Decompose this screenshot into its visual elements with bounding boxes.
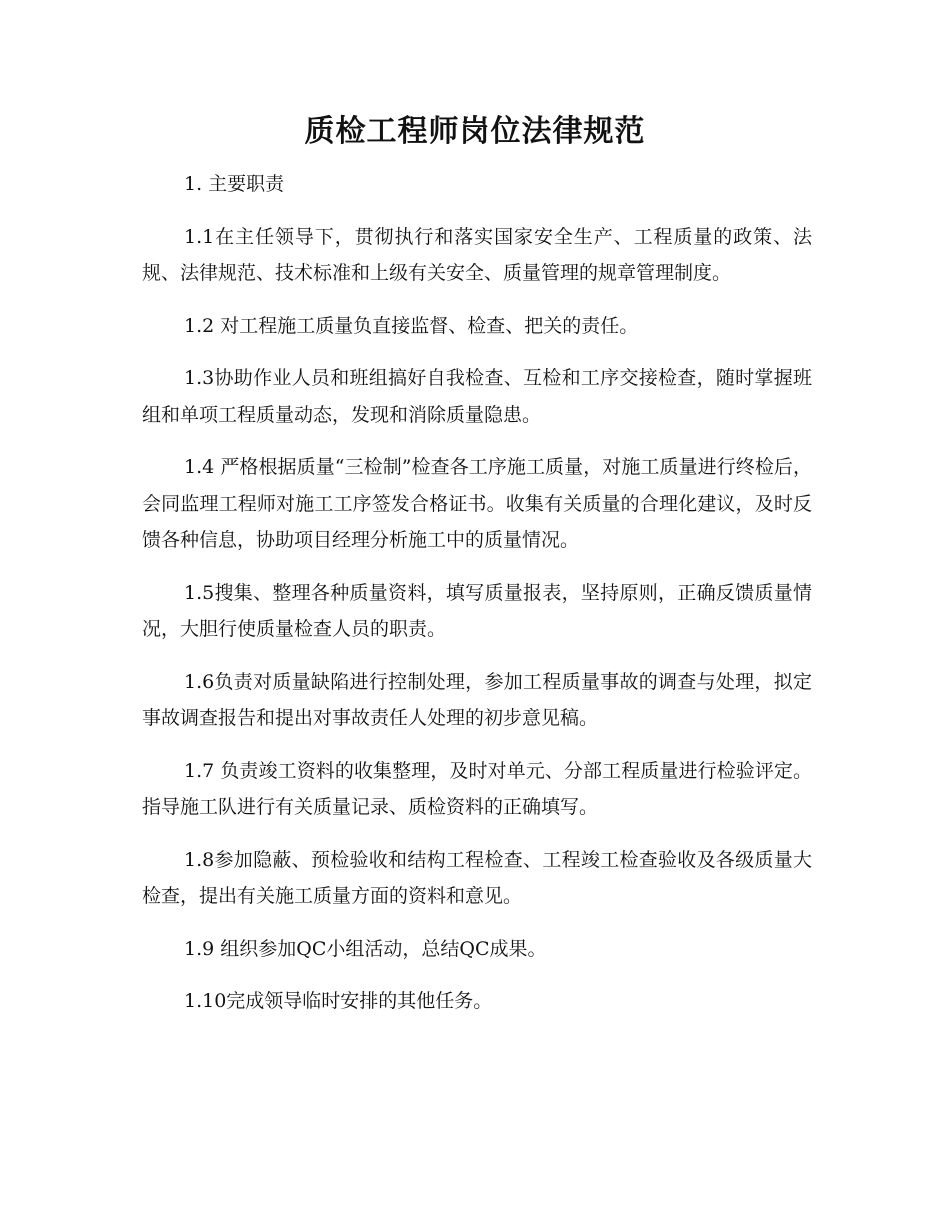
paragraph-1-5: 1.5搜集、整理各种质量资料，填写质量报表，坚持原则，正确反馈质量情况，大胆行使质量检查人员的职责。 (142, 581, 812, 640)
paragraph-1-10: 1.10完成领导临时安排的其他任务。 (184, 990, 493, 1012)
paragraph-1-3: 1.3协助作业人员和班组搞好自我检查、互检和工序交接检查，随时掌握班组和单项工程质量动态，发现和消除质量隐患。 (142, 367, 812, 426)
document-body (142, 166, 812, 1020)
paragraph-1-2: 1.2 对工程施工质量负直接监督、检查、把关的责任。 (184, 314, 639, 337)
paragraph-1-1: 1.1在主任领导下，贯彻执行和落实国家安全生产、工程质量的政策、法规、法律规范、技术标准和上级有关安全、质量管理的规章管理制度。 (142, 225, 812, 284)
paragraph-1-8: 1.8参加隐蔽、预检验收和结构工程检查、工程竣工检查验收及各级质量大检查，提出有关施工质量方面的资料和意见。 (142, 848, 812, 907)
section-heading: 1. 主要职责 (184, 173, 285, 195)
paragraph-1-4: 1.4 严格根据质量“三检制”检查各工序施工质量，对施工质量进行终检后，会同监理工程师对施工工序签发合格证书。收集有关质量的合理化建议，及时反馈各种信息，协助项目经理分析施工中的质量情况。 (142, 456, 812, 551)
paragraph-1-7: 1.7 负责竣工资料的收集整理，及时对单元、分部工程质量进行检验评定。指导施工队进行有关质量记录、质检资料的正确填写。 (142, 759, 812, 818)
paragraph-1-6: 1.6负责对质量缺陷进行控制处理，参加工程质量事故的调查与处理，拟定事故调查报告和提出对事故责任人处理的初步意见稿。 (142, 670, 812, 729)
paragraph-1-9: 1.9 组织参加QC小组活动，总结QC成果。 (184, 937, 547, 960)
document-title: 质检工程师岗位法律规范 (304, 114, 646, 149)
